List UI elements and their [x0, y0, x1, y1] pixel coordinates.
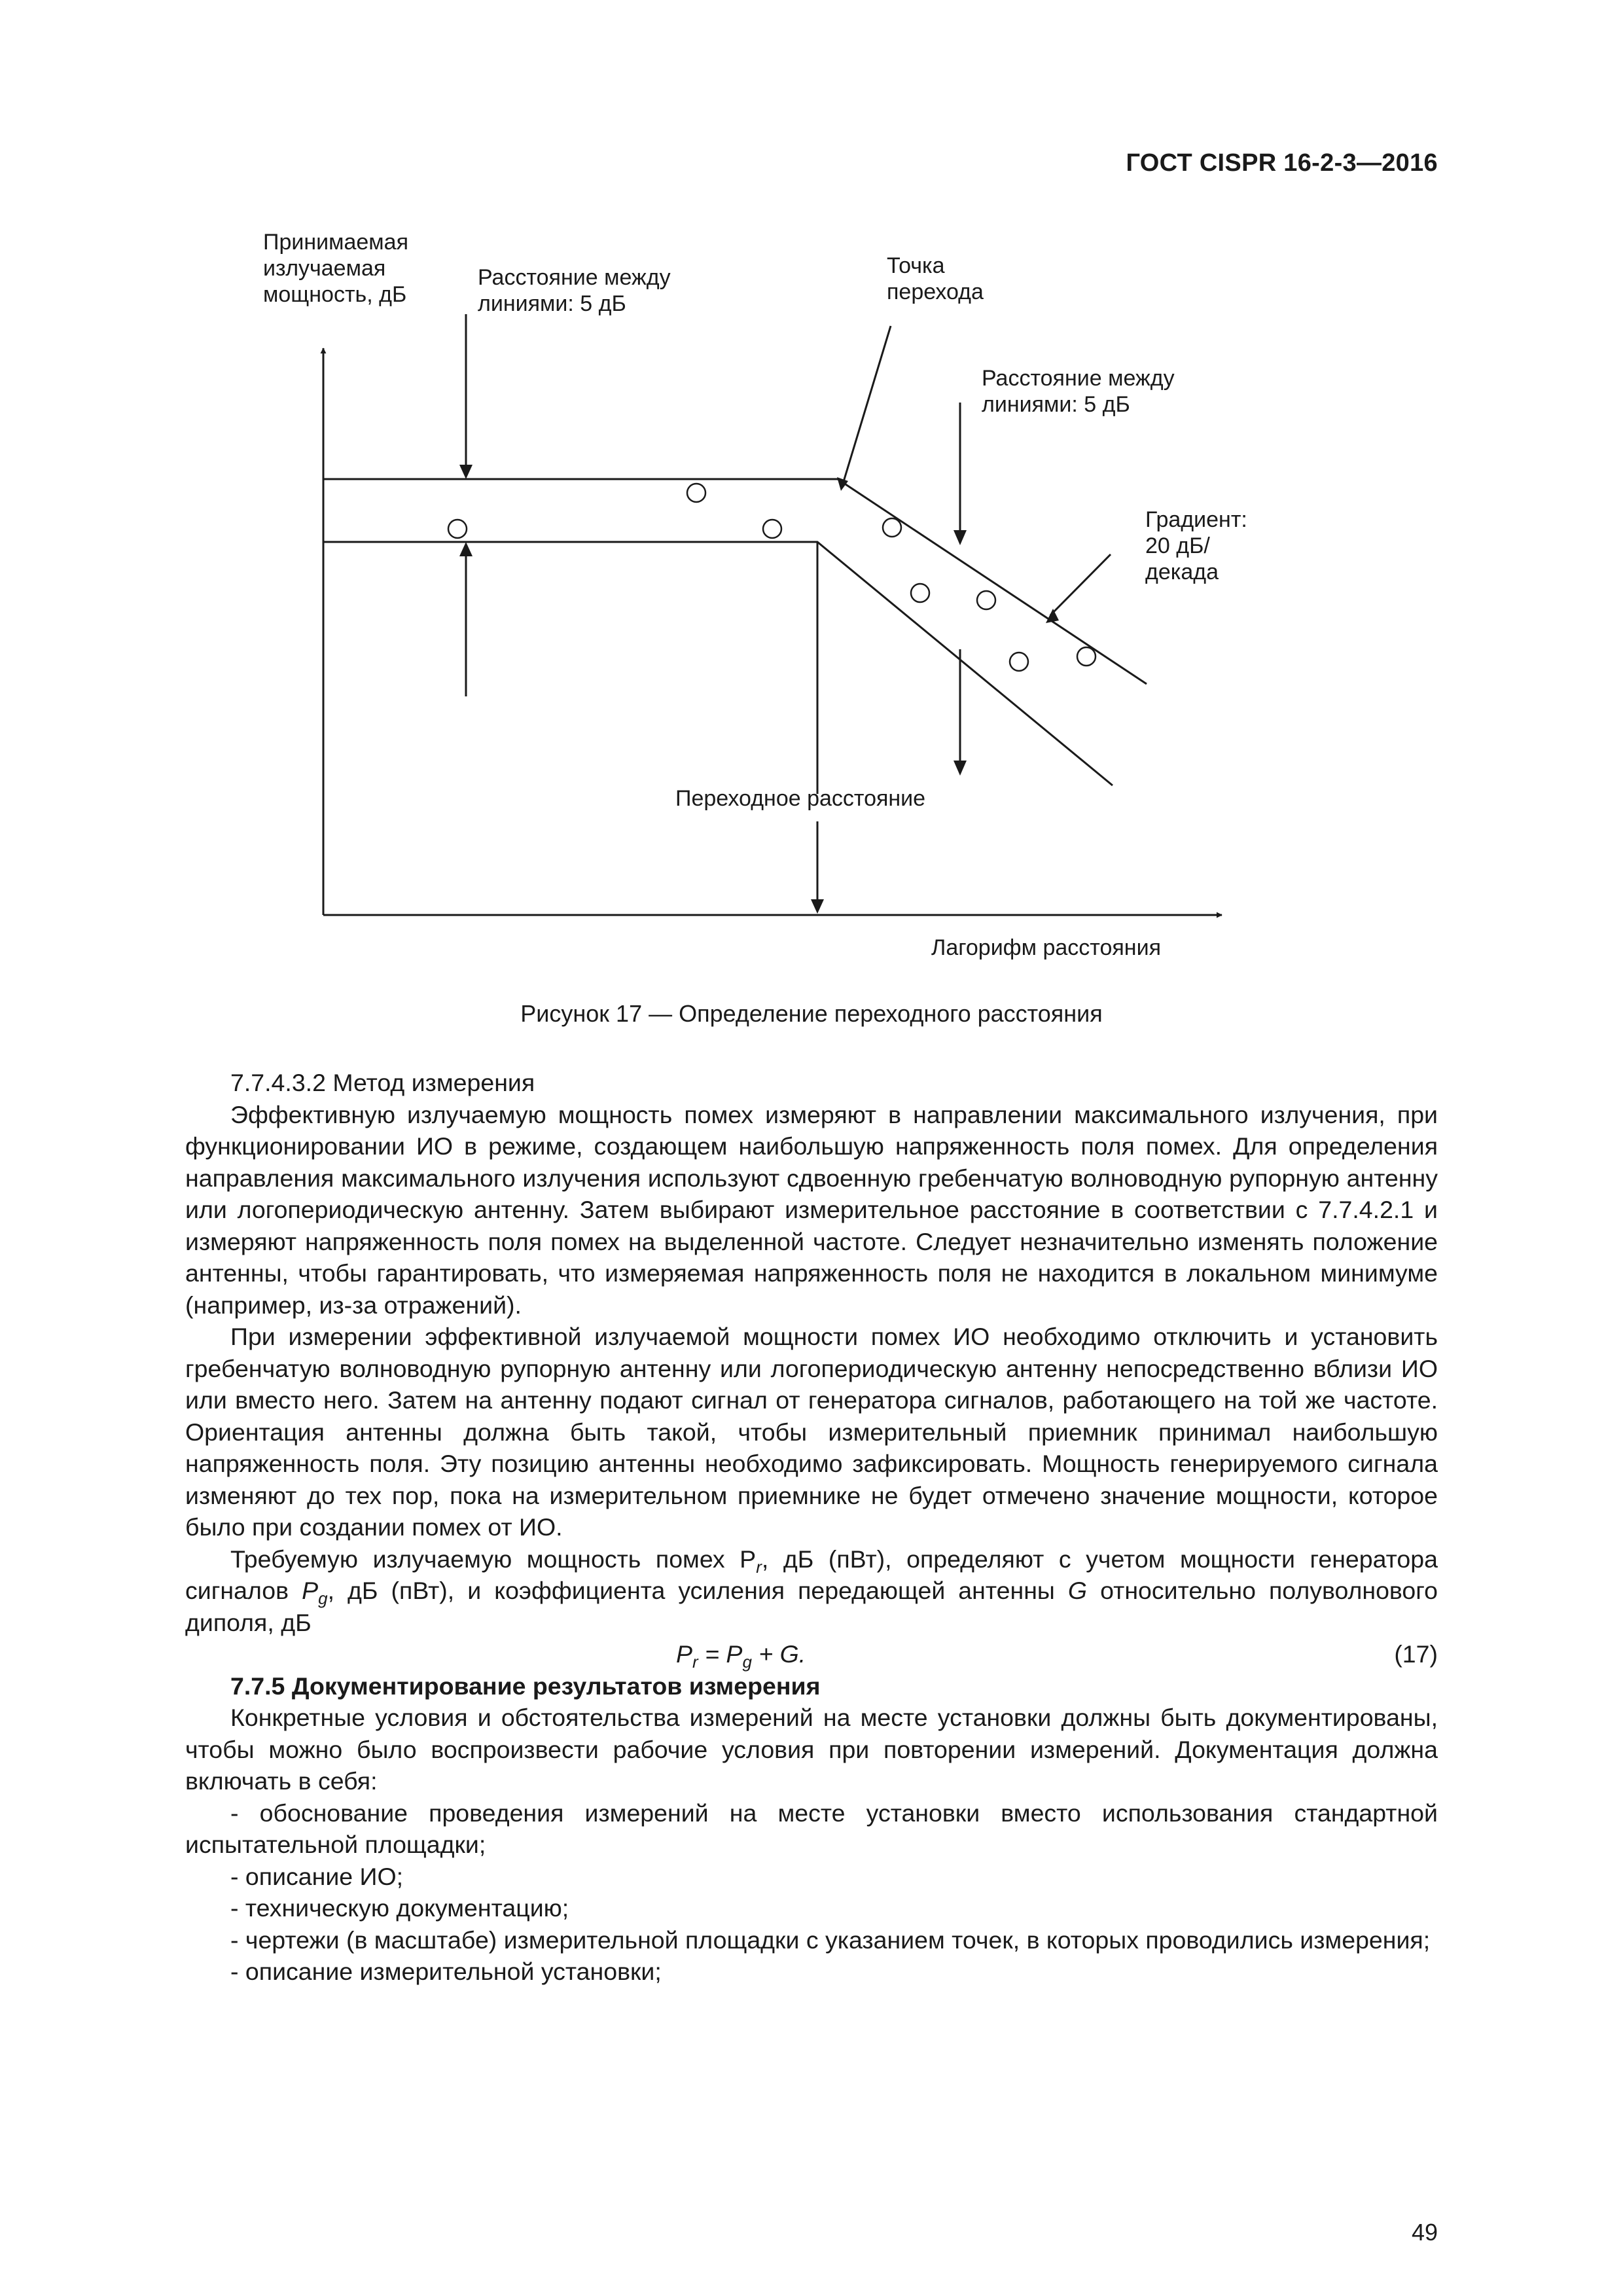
arrowhead-gradient: [1046, 609, 1059, 623]
transition-distance-label: Переходное расстояние: [675, 786, 926, 811]
page-number: 49: [1411, 2219, 1438, 2246]
transition-distance-diagram: [236, 223, 1283, 975]
measurement-point: [687, 484, 705, 502]
arrowhead-right-lower: [954, 761, 967, 776]
measurement-point: [883, 518, 901, 537]
paragraph-1: Эффективную излучаемую мощность помех измеряют в направлении максимального излучения, при функционировании ИО в режиме, создающем наибольшую напряженность поля помех. Для определения направления максимального излучения используют сдвоенную гребенчатую волноводную рупорную антенну или логопериодическую антенну. Затем выбирают измерительное расстояние в соответствии с 7.7.4.2.1 и измеряют напряженность поля помех на выделенной частоте. Следует незначительно изменять положение антенны, чтобы гарантировать, что измеряемая напряженность поля не находится в локальном минимуме (например, из-за отражений).: [185, 1100, 1438, 1319]
measurement-point: [1010, 653, 1028, 671]
line-spacing-right-label: Расстояние между линиями: 5 дБ: [982, 366, 1175, 417]
document-header: ГОСТ CISPR 16-2-3—2016: [1126, 149, 1438, 177]
transition-point-pointer: [843, 326, 891, 484]
arrowhead-right-down: [954, 530, 967, 545]
arrowhead-transition-distance: [811, 899, 824, 914]
list-item: - техническую документацию;: [230, 1894, 569, 1922]
list-item: - описание ИО;: [230, 1862, 404, 1890]
figure-17: [236, 223, 1283, 975]
section-heading-7743-2-title: [185, 1067, 1438, 1099]
paragraph-2: При измерении эффективной излучаемой мощности помех ИО необходимо отключить и установить гребенчатую волноводную рупорную антенну или логопериодическую антенну непосредственно вблизи ИО или вместо него. Затем на антенну подают сигнал от генератора сигналов, работающего на той же частоте. Ориентация антенны должна быть такой, чтобы измерительный приемник принимал наибольшую напряженность поля. Эту позицию антенны необходимо зафиксировать. Мощность генерируемого сигнала изменяют до тех пор, пока на измерительном приемнике не будет отмечено значение мощности, которое было при создании помех от ИО.: [185, 1323, 1438, 1541]
formula-17: $P_r = P_g + G$. (17): [185, 1638, 1438, 1670]
measurement-point: [763, 520, 781, 538]
measurement-point: [911, 584, 929, 602]
measurement-text: [185, 1067, 1438, 1988]
figure-caption: Рисунок 17 — Определение переходного расстояния: [520, 1000, 1103, 1027]
heading-text: 7.7.4.3.2 Метод измерения: [230, 1069, 535, 1096]
measurement-point: [977, 591, 995, 609]
gradient-label: Градиент: 20 дБ/декада: [1145, 507, 1247, 584]
formula-number: (17): [1394, 1640, 1438, 1668]
lower-line: [323, 542, 1113, 785]
arrowhead-left-up: [459, 542, 473, 556]
list-item: - чертежи (в масштабе) измерительной площадки с указанием точек, в которых проводились измерения;: [230, 1926, 1431, 1954]
list-item: - обоснование проведения измерений на месте установки вместо использования стандартной испытательной площадки;: [185, 1799, 1438, 1858]
y-axis-label: Принимаемая излучаемая мощность, дБ: [263, 230, 408, 307]
line-spacing-left-label: Расстояние между линиями: 5 дБ: [478, 265, 671, 316]
paragraph-4: Конкретные условия и обстоятельства измерений на месте установки должны быть документированы, чтобы можно было воспроизвести рабочие условия при повторении измерений. Документация должна включать в себя:: [185, 1704, 1438, 1795]
arrowhead-left-down: [459, 465, 473, 479]
list-item: - описание измерительной установки;: [230, 1958, 662, 1985]
transition-point-label: Точка перехода: [887, 253, 984, 304]
paragraph-3: Требуемую излучаемую мощность помех $P_r$, дБ (пВт), определяют с учетом мощности генератора сигналов $P_g$, дБ (пВт), и коэффициента усиления передающей антенны G относительно полуволнового диполя, дБ: [185, 1545, 1438, 1636]
x-axis-label: Лагорифм расстояния: [931, 935, 1161, 960]
measurement-point: [1077, 647, 1096, 666]
gradient-pointer: [1050, 554, 1111, 615]
section-heading-775: 7.7.5 Документирование результатов измерения: [230, 1672, 821, 1700]
measurement-point: [448, 520, 467, 538]
